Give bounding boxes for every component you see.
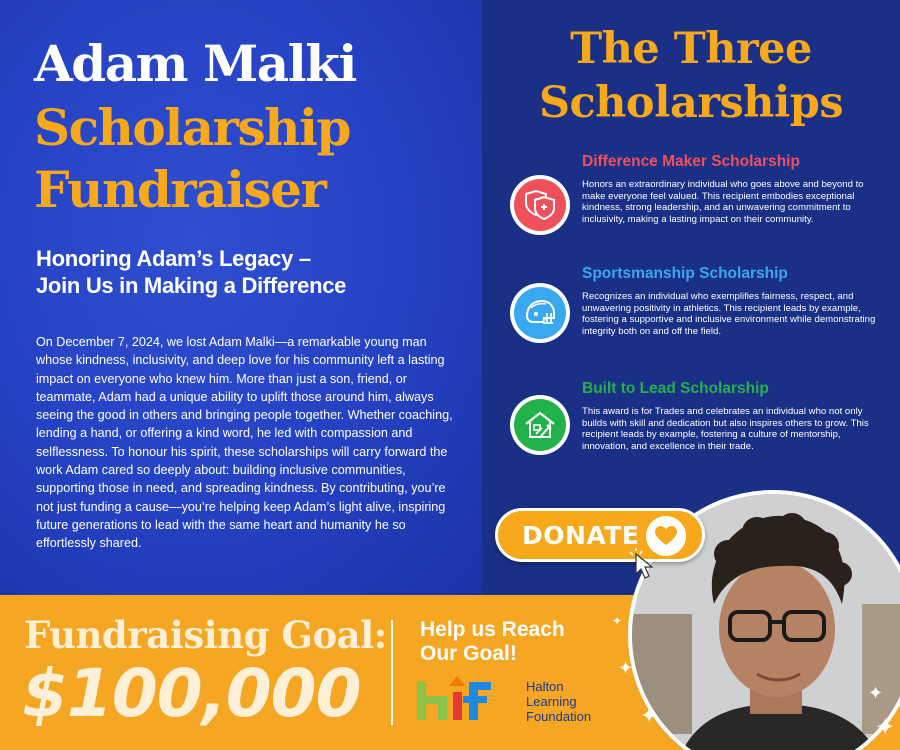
cursor-icon xyxy=(628,548,656,584)
scholarship-built-to-lead xyxy=(510,380,880,480)
foundation-name-line3: Foundation xyxy=(526,709,592,724)
subtitle xyxy=(36,245,456,299)
foundation-name-line1: Halton xyxy=(526,679,564,694)
goal-amount: $100,000 xyxy=(22,655,361,732)
shields-icon xyxy=(510,175,570,235)
scholarship-title: Built to Lead Scholarship xyxy=(582,380,769,397)
help-line1: Help us Reach xyxy=(420,618,565,641)
scholarship-sportsmanship xyxy=(510,265,880,365)
scholarship-title: Difference Maker Scholarship xyxy=(582,153,800,170)
football-helmet-icon xyxy=(510,283,570,343)
goal-label: Fundraising Goal: xyxy=(24,613,387,657)
sparkle-icon: ✦ xyxy=(868,683,884,704)
house-tools-icon xyxy=(510,395,570,455)
sparkle-icon: ✦ xyxy=(640,704,659,729)
hlf-logo xyxy=(413,672,521,726)
sparkle-icon: ✦ xyxy=(875,713,896,741)
foundation-name-line2: Learning xyxy=(526,694,577,709)
title-scholarship: Scholarship xyxy=(34,98,350,157)
scholarship-description: Recognizes an individual who exemplifies fairness, respect, and unwavering positivity in athletics. This recipient leads by example, fostering a supportive and inclusive environment while demonstrating integrity both on and off the field. xyxy=(582,291,876,337)
foundation-name xyxy=(526,679,636,724)
title-name: Adam Malki xyxy=(34,34,356,93)
subtitle-line1: Honoring Adam’s Legacy – xyxy=(36,246,311,271)
scholarship-description: This award is for Trades and celebrates an individual who not only builds with skill and dedication but also inspires others to grow. This recipient leads by example, fostering a culture of mentorship, innovation, and excellence in their trade. xyxy=(582,406,869,452)
sparkle-icon: ✦ xyxy=(618,658,634,679)
help-line2: Our Goal! xyxy=(420,642,517,665)
divider xyxy=(391,620,393,725)
donate-button[interactable] xyxy=(495,508,705,562)
sparkle-icon: ✦ xyxy=(612,614,623,628)
scholarships-heading-line2: Scholarships xyxy=(538,78,844,128)
subtitle-line2: Join Us in Making a Difference xyxy=(36,273,347,298)
scholarship-difference-maker xyxy=(510,153,880,253)
title-fundraiser: Fundraiser xyxy=(34,160,326,219)
story-paragraph: On December 7, 2024, we lost Adam Malki—a remarkable young man whose kindness, inclusivity, and deep love for his community left a lasting impact on everyone who knew him. More than just a son, friend, or teammate, Adam had a unique ability to uplift those around him, always seeing the good in others and bringing people together. Whether coaching, lending a hand, or offering a kind word, he led with compassion and selflessness. To honour his spirit, these scholarships will carry forward the work Adam cared so deeply about: building inclusive communities, supporting those in need, and spreading kindness. By contributing, you’re not just funding a cause—you’re helping keep Adam’s light alive, inspiring future generations to lead with the same heart and humanity he so effortlessly shared. xyxy=(36,335,453,551)
scholarship-description: Honors an extraordinary individual who goes above and beyond to make everyone feel valued. This recipient embodies exceptional kindness, strong leadership, and an unwavering commitment to inclusivity, making a lasting impact on their community. xyxy=(582,179,864,225)
scholarship-title: Sportsmanship Scholarship xyxy=(582,265,788,282)
donate-label: DONATE xyxy=(522,521,640,550)
scholarships-heading-line1: The Three xyxy=(570,24,812,74)
help-text xyxy=(420,618,620,666)
